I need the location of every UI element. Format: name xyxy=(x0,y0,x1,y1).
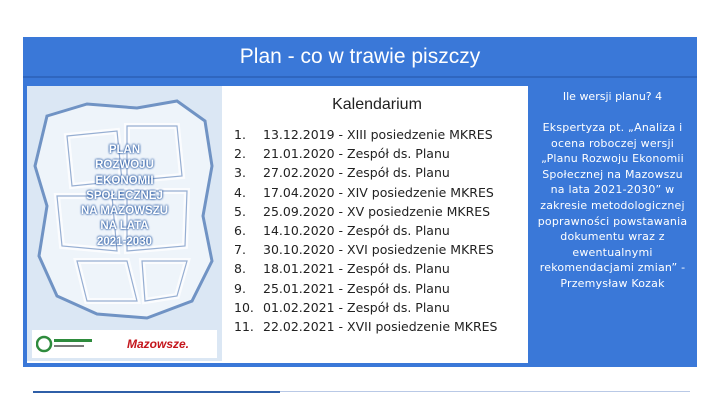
list-item-number: 9. xyxy=(234,280,246,296)
cover-title xyxy=(27,143,222,250)
list-item-number: 2. xyxy=(234,146,246,162)
cover-line: NA LATA xyxy=(100,220,149,233)
list-item-number: 6. xyxy=(234,222,246,238)
mazowsze-logo: Mazowsze. xyxy=(127,337,190,351)
calendar-heading: Kalendarium xyxy=(332,96,422,113)
list-item-text: 13.12.2019 - XIII posiedzenie MKRES xyxy=(263,127,493,142)
list-item xyxy=(234,221,498,240)
slide-title: Plan - co w trawie piszczy xyxy=(239,45,481,68)
list-item-number: 3. xyxy=(234,165,246,181)
cover-line: EKONOMII xyxy=(95,174,154,187)
list-item xyxy=(234,240,498,259)
list-item xyxy=(234,125,498,144)
list-item-number: 1. xyxy=(234,127,246,142)
list-item xyxy=(234,183,498,202)
cover-line: PLAN xyxy=(108,144,141,156)
list-item xyxy=(234,259,498,278)
partner-logo-icon xyxy=(36,334,96,354)
list-item-number: 8. xyxy=(234,261,246,277)
list-item-number: 4. xyxy=(234,184,246,200)
list-item-text: 25.09.2020 - XV posiedzenie MKRES xyxy=(263,203,491,219)
list-item-text: 17.04.2020 - XIV posiedzenie MKRES xyxy=(263,184,494,200)
list-item-number: 5. xyxy=(234,203,246,219)
list-item-text: 01.02.2021 - Zespół ds. Planu xyxy=(263,299,450,315)
list-item xyxy=(234,202,498,221)
footer-rule-accent xyxy=(33,391,280,393)
cover-logo-strip xyxy=(32,330,217,358)
content-panel xyxy=(27,86,529,363)
list-item-number: 10. xyxy=(234,299,254,315)
footer-rule xyxy=(280,391,690,392)
info-sidebar xyxy=(528,80,697,367)
list-item-text: 25.01.2021 - Zespół ds. Planu xyxy=(263,280,450,296)
cover-line: 2021-2030 xyxy=(97,235,152,248)
title-underline xyxy=(23,76,697,78)
list-item-text: 21.01.2020 - Zespół ds. Planu xyxy=(263,146,450,162)
list-item-number: 11. xyxy=(234,318,254,334)
list-item-text: 14.10.2020 - Zespół ds. Planu xyxy=(263,222,450,238)
cover-line: NA MAZOWSZU xyxy=(80,205,169,218)
list-item-text: 27.02.2020 - Zespół ds. Planu xyxy=(263,165,450,181)
list-item xyxy=(234,144,498,163)
sidebar-paragraph: Ekspertyza pt. „Analiza i ocena roboczej wersji „Planu Rozwoju Ekonomii Społecznej na Mazowszu na lata 2021-2030” w zakresie metodologicznej poprawności powstawania dokumentu wraz z ewentualnymi rekomendacjami zmian” - Przemysław Kozak xyxy=(537,121,688,290)
list-item xyxy=(234,298,498,317)
cover-line: ROZWOJU xyxy=(95,159,154,172)
calendar-list xyxy=(234,125,498,336)
sidebar-question: Ile wersji planu? 4 xyxy=(562,90,663,103)
list-item-text: 22.02.2021 - XVII posiedzenie MKRES xyxy=(263,318,498,334)
list-item xyxy=(234,317,498,336)
list-item-text: 18.01.2021 - Zespół ds. Planu xyxy=(263,261,450,277)
list-item xyxy=(234,163,498,182)
cover-line: SPOŁECZNEJ xyxy=(86,189,163,202)
list-item-number: 7. xyxy=(234,242,246,258)
document-cover-image xyxy=(27,86,222,361)
list-item-text: 30.10.2020 - XVI posiedzenie MKRES xyxy=(263,242,494,258)
list-item xyxy=(234,279,498,298)
